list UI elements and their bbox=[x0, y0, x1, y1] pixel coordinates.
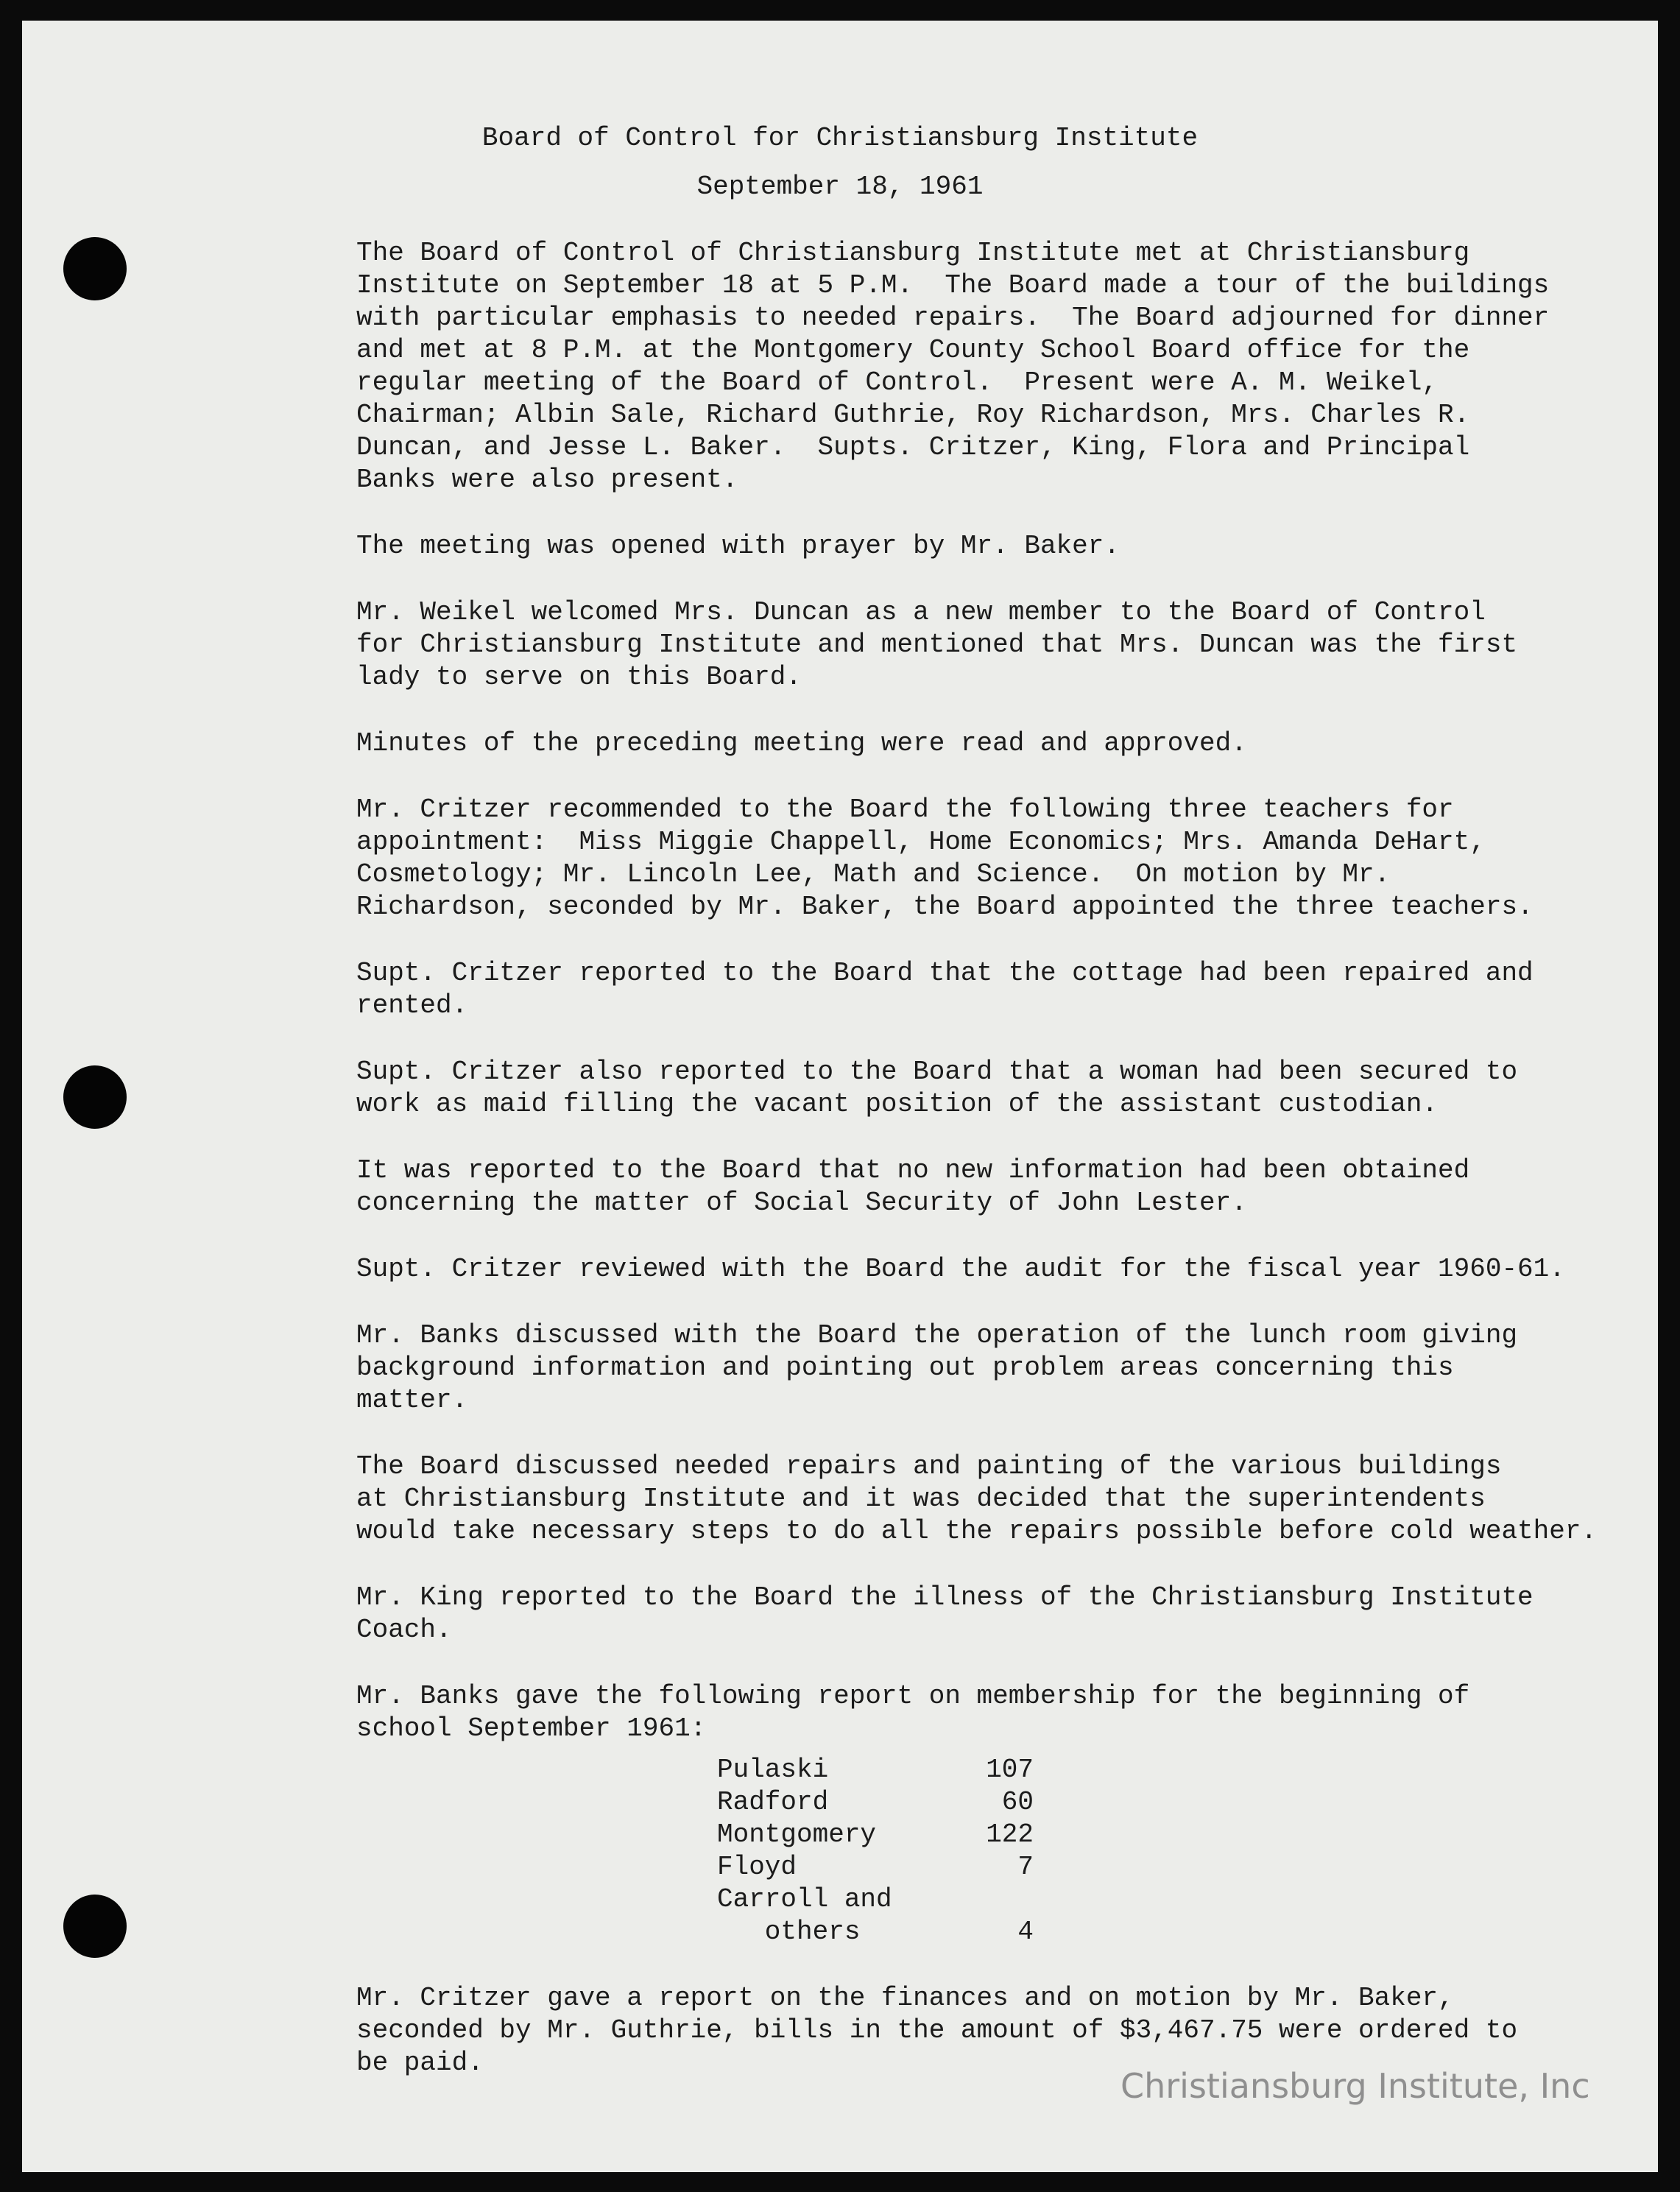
paragraph: Supt. Critzer also reported to the Board that a woman had been secured to work as maid filling the vacant position of the assistant custodian. bbox=[356, 1057, 1518, 1119]
membership-row bbox=[717, 1754, 1623, 1786]
paragraph: Mr. King reported to the Board the illness of the Christiansburg Institute Coach. bbox=[356, 1582, 1533, 1645]
paragraph: It was reported to the Board that no new information had been obtained concerning the matter of Social Security of John Lester. bbox=[356, 1155, 1470, 1218]
paragraph: Minutes of the preceding meeting were read and approved. bbox=[356, 728, 1247, 758]
punch-hole bbox=[63, 237, 127, 300]
document-date: September 18, 1961 bbox=[696, 172, 984, 202]
membership-row bbox=[717, 1786, 1623, 1819]
document-title: Board of Control for Christiansburg Institute bbox=[481, 123, 1199, 153]
paragraph: Supt. Critzer reported to the Board that the cottage had been repaired and rented. bbox=[356, 958, 1533, 1021]
county-name: Montgomery bbox=[717, 1819, 877, 1850]
membership-table bbox=[717, 1754, 1623, 1948]
paragraph: Mr. Weikel welcomed Mrs. Duncan as a new member to the Board of Control for Christiansburg Institute and mentioned that Mrs. Duncan was the first lady to serve on this Board. bbox=[356, 597, 1518, 692]
member-count: 107 bbox=[986, 1755, 1034, 1785]
paragraph: The meeting was opened with prayer by Mr. Baker. bbox=[356, 531, 1120, 561]
punch-hole bbox=[63, 1065, 127, 1129]
paragraph: Mr. Banks gave the following report on membership for the beginning of school September 1961: bbox=[356, 1681, 1470, 1744]
county-name: Floyd bbox=[717, 1852, 797, 1882]
closing-paragraph: Mr. Critzer gave a report on the finances and on motion by Mr. Baker, seconded by Mr. Guthrie, bills in the amount of $3,467.75 were ordered to be paid. bbox=[356, 1983, 1518, 2078]
membership-row bbox=[717, 1916, 1623, 1948]
county-name: others bbox=[717, 1917, 861, 1947]
membership-row bbox=[717, 1819, 1623, 1851]
document-body bbox=[356, 237, 1623, 2113]
paragraph: Mr. Banks discussed with the Board the operation of the lunch room giving background information and pointing out problem areas concerning this matter. bbox=[356, 1320, 1518, 1415]
punch-hole bbox=[63, 1895, 127, 1958]
paragraph: The Board discussed needed repairs and painting of the various buildings at Christiansburg Institute and it was decided that the superintendents would take necessary steps to do all the repairs possible before cold weather. bbox=[356, 1451, 1598, 1546]
county-name: Radford bbox=[717, 1787, 829, 1817]
member-count: 7 bbox=[1017, 1852, 1034, 1882]
paragraph: Supt. Critzer reviewed with the Board the audit for the fiscal year 1960-61. bbox=[356, 1254, 1565, 1284]
county-name: Pulaski bbox=[717, 1755, 829, 1785]
membership-row bbox=[717, 1883, 1623, 1916]
watermark: Christiansburg Institute, Inc bbox=[1120, 2066, 1590, 2106]
membership-row bbox=[717, 1851, 1623, 1883]
member-count: 4 bbox=[1017, 1917, 1034, 1947]
paragraph: The Board of Control of Christiansburg Institute met at Christiansburg Institute on September 18 at 5 P.M. The Board made a tour of the buildings with particular emphasis to needed repairs. The Board adjourned for dinner and met at 8 P.M. at the Montgomery County School Board office for the regular meeting of the Board of Control. Present were A. M. Weikel, Chairman; Albin Sale, Richard Guthrie, Roy Richardson, Mrs. Charles R. Duncan, and Jesse L. Baker. Supts. Critzer, King, Flora and Principal Banks were also present. bbox=[356, 238, 1550, 495]
paragraph: Mr. Critzer recommended to the Board the following three teachers for appointment: Miss Miggie Chappell, Home Economics; Mrs. Amanda DeHart, Cosmetology; Mr. Lincoln Lee, Math and Science. On motion by Mr. Richardson, seconded by Mr. Baker, the Board appointed the three teachers. bbox=[356, 794, 1533, 922]
county-name: Carroll and bbox=[717, 1884, 892, 1914]
member-count: 60 bbox=[1001, 1787, 1034, 1817]
member-count: 122 bbox=[986, 1819, 1034, 1850]
